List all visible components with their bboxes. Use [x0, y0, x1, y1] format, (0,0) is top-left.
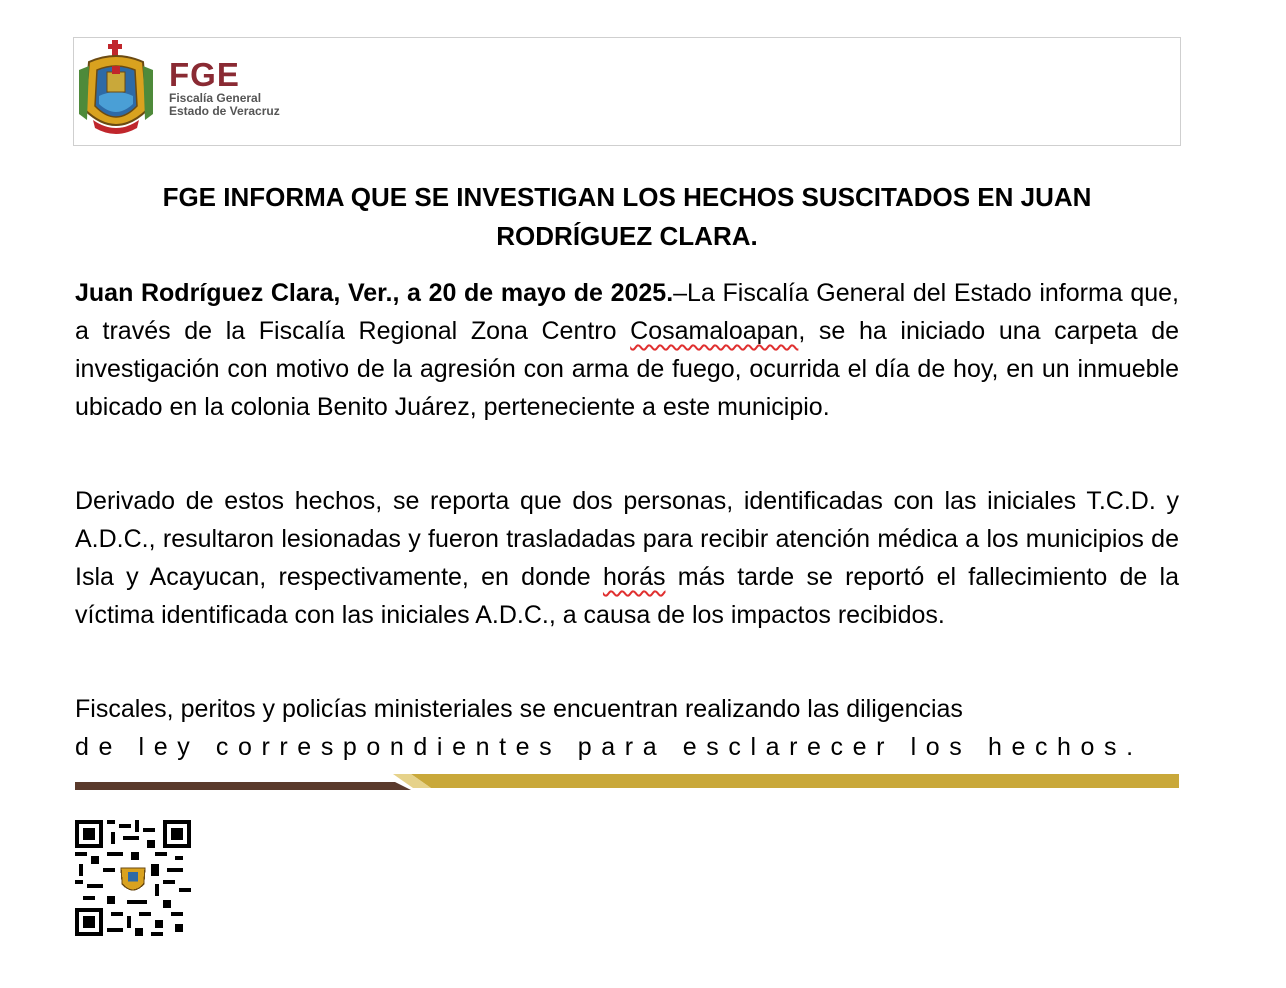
qr-code	[75, 820, 191, 936]
paragraph-1-text-b: , se ha iniciado una carpeta de investigación con motivo de la agresión con arma de fuego, ocurrida el día de hoy, en un inmueble ubicado en la colonia Benito Juárez, perteneciente a este municipio.	[75, 317, 1179, 421]
headline-line-1: FGE INFORMA QUE SE INVESTIGAN LOS HECHOS SUSCITADOS EN JUAN	[162, 182, 1092, 212]
paragraph-2	[75, 482, 1179, 634]
brand-name-line-2: Estado de Veracruz	[169, 104, 280, 118]
paragraph-1	[75, 274, 1179, 426]
brand-name-line-1: Fiscalía General	[169, 91, 262, 105]
paragraph-2-text-a: Derivado de estos hechos, se reporta que dos personas, identificadas con las iniciales T.C.D. y A.D.C., resultaron lesionadas y fueron trasladadas para recibir atención médica a los municipios de Isla y Acayucan, respectivamente, en donde	[75, 487, 1179, 591]
paragraph-3	[75, 690, 1179, 766]
paragraph-2-text-b: más tarde se reportó el fallecimiento de la víctima identificada con las iniciales A.D.C., a causa de los impactos recibidos.	[75, 563, 1179, 629]
headline-line-2: RODRÍGUEZ CLARA.	[496, 221, 758, 251]
institution-brand	[169, 58, 280, 118]
spellcheck-flagged-word: horás	[602, 563, 666, 591]
brand-acronym: FGE	[169, 56, 240, 93]
paragraph-3-line-1: Fiscales, peritos y policías ministeriales se encuentran realizando las diligencias	[75, 695, 963, 723]
paragraph-1-text-a: –La Fiscalía General del Estado informa que, a través de la Fiscalía Regional Zona Centro	[75, 279, 1179, 345]
letterhead	[73, 37, 1181, 146]
footer-color-stripe	[75, 770, 1179, 790]
dateline: Juan Rodríguez Clara, Ver., a 20 de mayo de 2025.	[75, 279, 674, 307]
spellcheck-flagged-word: Cosamaloapan	[630, 317, 799, 345]
press-release-headline	[75, 178, 1179, 256]
veracruz-coat-of-arms-logo	[77, 40, 155, 140]
paragraph-3-line-2: de ley correspondientes para esclarecer los hechos.	[75, 733, 1143, 761]
